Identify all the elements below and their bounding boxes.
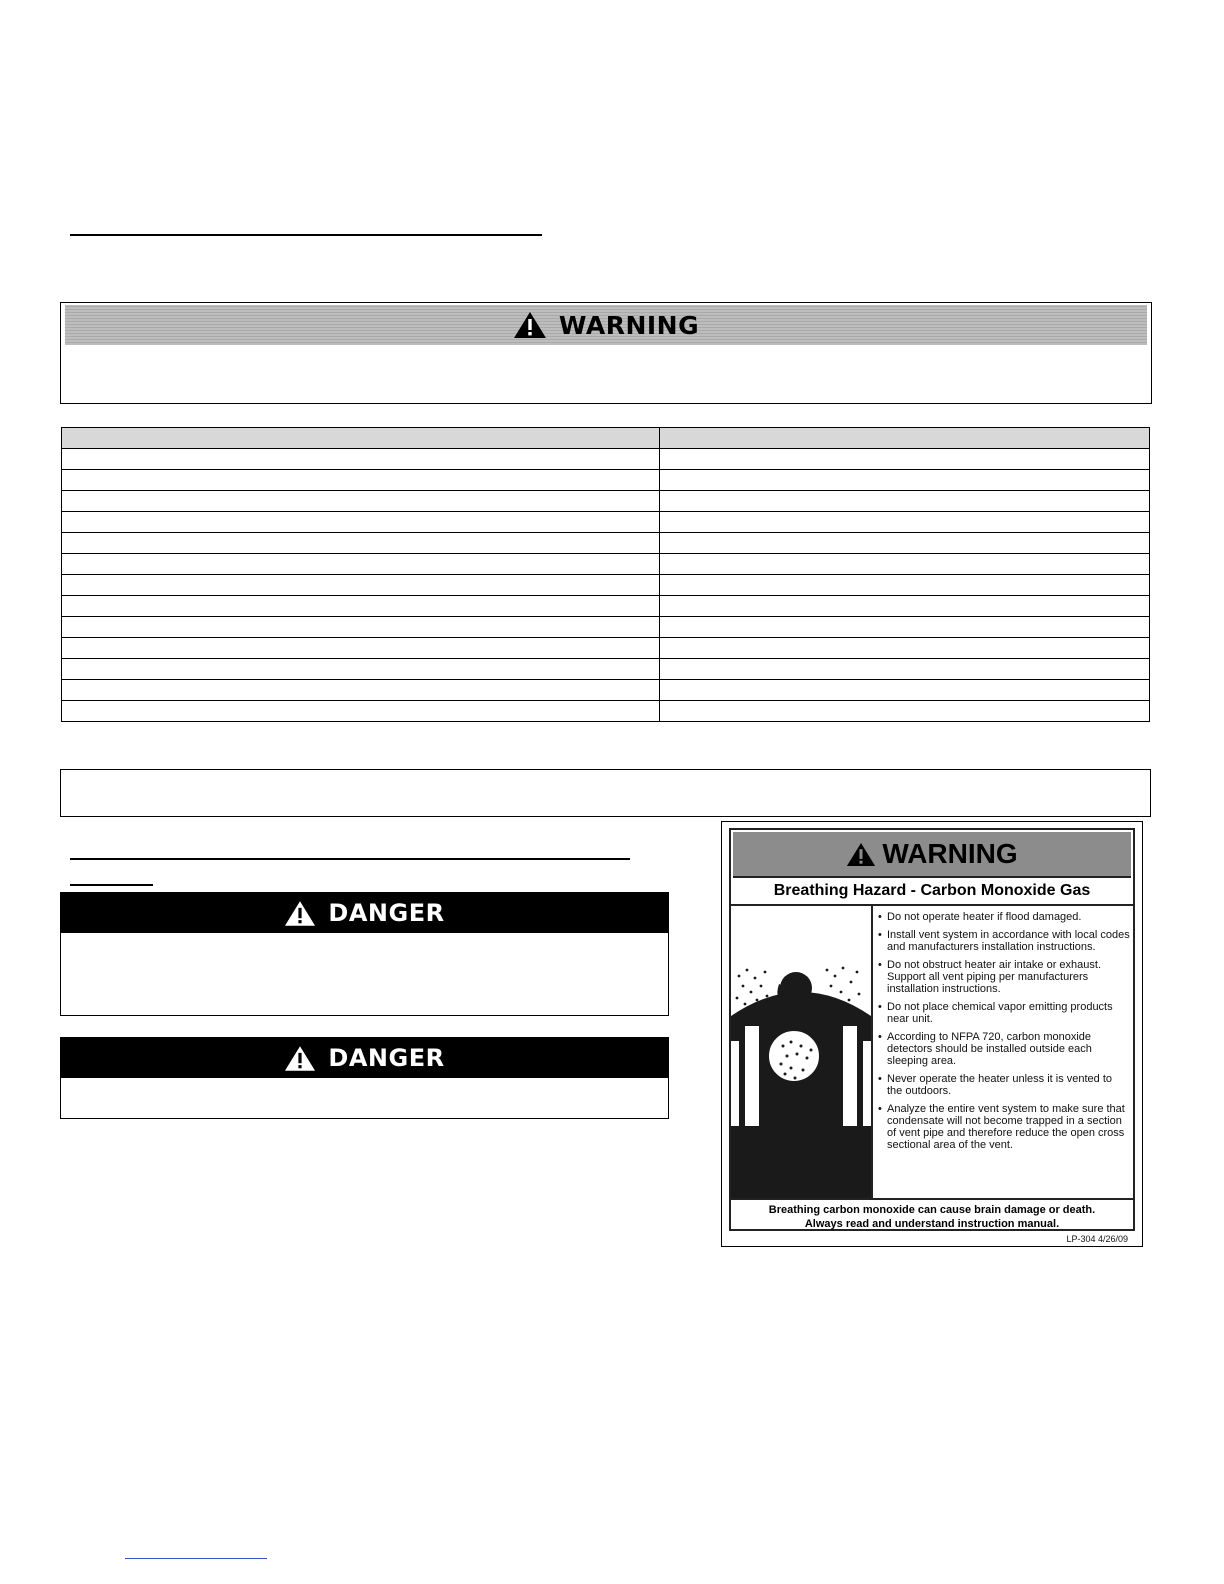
warning-triangle-icon — [284, 1045, 316, 1072]
label-signal-word: WARNING — [882, 838, 1018, 869]
section-heading-underline-2 — [70, 858, 630, 860]
label-footer-line-2: Always read and understand instruction manual. — [804, 1218, 1060, 1230]
label-bullet: • According to NFPA 720, carbon monoxide detectors should be installed outside each sleeping area. — [878, 1031, 1130, 1067]
danger-signal-word-1: DANGER — [328, 899, 445, 927]
danger-header-1 — [61, 893, 668, 933]
table-row — [62, 470, 1150, 491]
warning-triangle-icon — [846, 842, 876, 867]
danger-box-1 — [60, 892, 669, 1016]
spec-table — [61, 427, 1150, 722]
label-subtitle: Breathing Hazard - Carbon Monoxide Gas — [731, 878, 1133, 906]
table-row — [62, 449, 1150, 470]
section-heading-underline-3 — [70, 884, 153, 886]
label-bullet: • Install vent system in accordance with local codes and manufacturers installation instructions. — [878, 929, 1130, 953]
label-bullet: • Never operate the heater unless it is vented to the outdoors. — [878, 1073, 1130, 1097]
table-row — [62, 491, 1150, 512]
table-row — [62, 701, 1150, 722]
table-row — [62, 659, 1150, 680]
co-warning-label — [721, 821, 1143, 1247]
table-row — [62, 638, 1150, 659]
label-footer — [731, 1198, 1133, 1231]
label-bullet: • Do not operate heater if flood damaged. — [878, 911, 1130, 923]
breathing-hazard-pictogram-icon — [731, 906, 873, 1198]
table-row — [62, 554, 1150, 575]
warning-box — [60, 302, 1152, 404]
table-row — [62, 596, 1150, 617]
label-bullet: • Do not place chemical vapor emitting products near unit. — [878, 1001, 1130, 1025]
table-row — [62, 575, 1150, 596]
footer-link-underline[interactable] — [125, 1558, 267, 1559]
table-row — [62, 617, 1150, 638]
label-bullet: • Analyze the entire vent system to make sure that condensate will not become trapped in a section of vent pipe and therefore reduce the open cross sectional area of the vent. — [878, 1103, 1130, 1151]
warning-triangle-icon — [513, 311, 547, 339]
warning-triangle-icon — [284, 900, 316, 927]
label-warning-header — [733, 832, 1131, 878]
table-row — [62, 533, 1150, 554]
note-box — [60, 769, 1151, 817]
table-header-row — [62, 428, 1150, 449]
label-bullet: • Do not obstruct heater air intake or exhaust. Support all vent piping per manufacturers installation instructions. — [878, 959, 1130, 995]
label-footer-line-1: Breathing carbon monoxide can cause brain damage or death. — [768, 1204, 1096, 1216]
danger-header-2 — [61, 1038, 668, 1078]
label-border — [729, 828, 1135, 1231]
table-row — [62, 680, 1150, 701]
table-row — [62, 512, 1150, 533]
danger-signal-word-2: DANGER — [328, 1044, 445, 1072]
warning-signal-word: WARNING — [558, 310, 700, 340]
section-heading-underline — [70, 234, 542, 236]
danger-box-2 — [60, 1037, 669, 1119]
label-code: LP-304 4/26/09 — [1066, 1234, 1128, 1244]
label-bullet-list — [878, 911, 1130, 1157]
warning-header — [65, 305, 1147, 345]
